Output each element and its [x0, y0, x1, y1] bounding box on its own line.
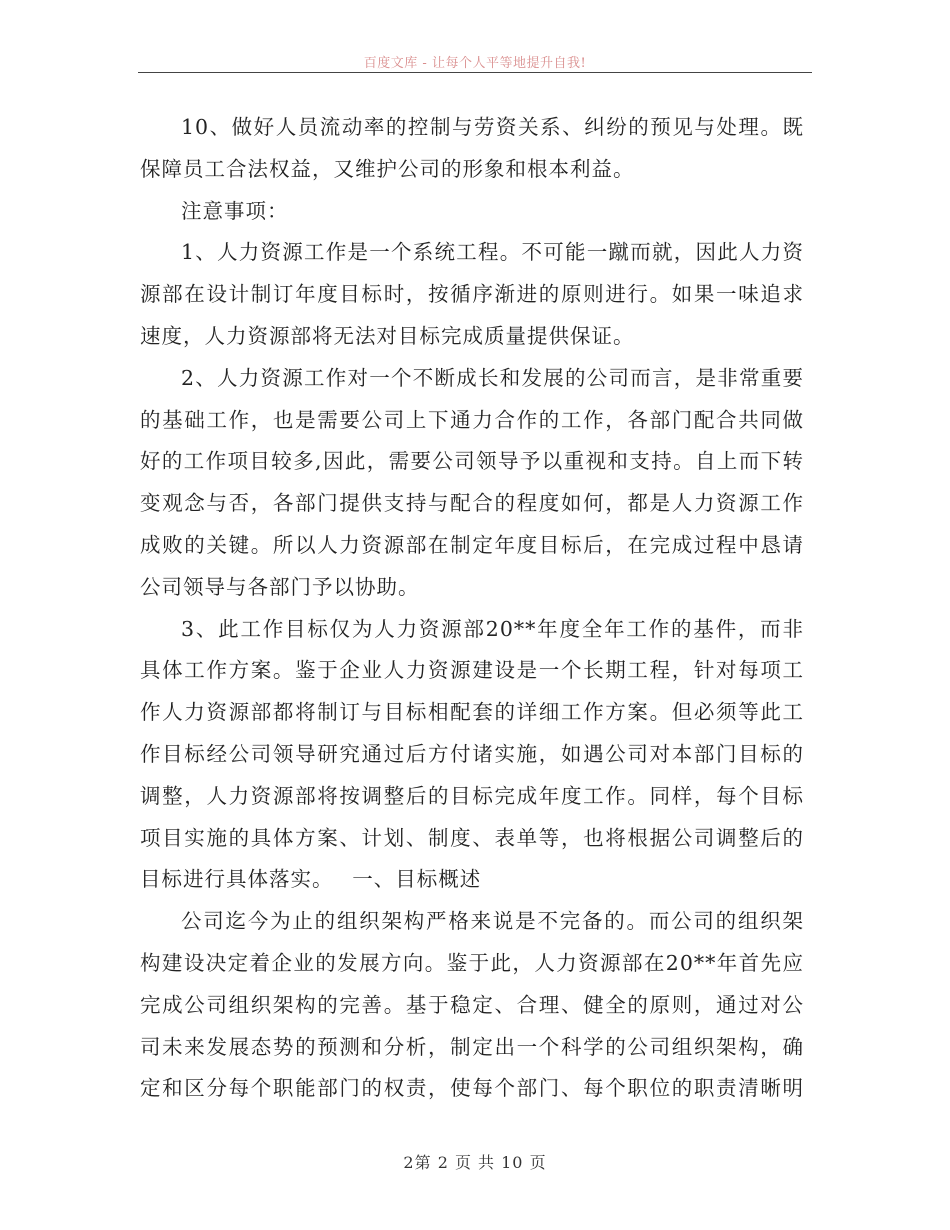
paragraph-org-structure: 公司迄今为止的组织架构严格来说是不完备的。而公司的组织架构建设决定着企业的发展方向。鉴于此，人力资源部在20**年首先应完成公司组织架构的完善。基于稳定、合理、健全的原则，通过对公司未来发展态势的预测和分析，制定出一个科学的公司组织架构，确定和区分每个职能部门的权责，使每个部门、每个职位的职责清晰明	[140, 909, 804, 1101]
paragraph-notes-heading: 注意事项：	[181, 198, 289, 223]
paragraph-note-2: 2、人力资源工作对一个不断成长和发展的公司而言，是非常重要的基础工作，也是需要公司上下通力合作的工作，各部门配合共同做好的工作项目较多,因此，需要公司领导予以重视和支持。自上而下转变观念与否，各部门提供支持与配合的程度如何，都是人力资源工作成败的关键。所以人力资源部在制定年度目标后，在完成过程中恳请公司领导与各部门予以协助。	[140, 365, 804, 599]
page-number: 2第 2 页 共 10 页	[403, 1153, 547, 1172]
paragraph-item-10: 10、做好人员流动率的控制与劳资关系、纠纷的预见与处理。既保障员工合法权益，又维护公司的形象和根本利益。	[140, 115, 804, 181]
paragraph-note-3: 3、此工作目标仅为人力资源部20**年度全年工作的基件，而非具体工作方案。鉴于企业人力资源建设是一个长期工程，针对每项工作人力资源部都将制订与目标相配套的详细工作方案。但必须等此工作目标经公司领导研究通过后方付诸实施，如遇公司对本部门目标的调整，人力资源部将按调整后的目标完成年度工作。同样，每个目标项目实施的具体方案、计划、制度、表单等，也将根据公司调整后的目标进行具体落实。 一、目标概述	[140, 616, 804, 892]
paragraph-note-1: 1、人力资源工作是一个系统工程。不可能一蹴而就，因此人力资源部在设计制订年度目标时，按循序渐进的原则进行。如果一味追求速度，人力资源部将无法对目标完成质量提供保证。	[140, 240, 804, 348]
header-watermark: 百度文库 - 让每个人平等地提升自我!	[363, 56, 587, 71]
document-body	[140, 107, 804, 1110]
header-divider	[138, 72, 812, 73]
